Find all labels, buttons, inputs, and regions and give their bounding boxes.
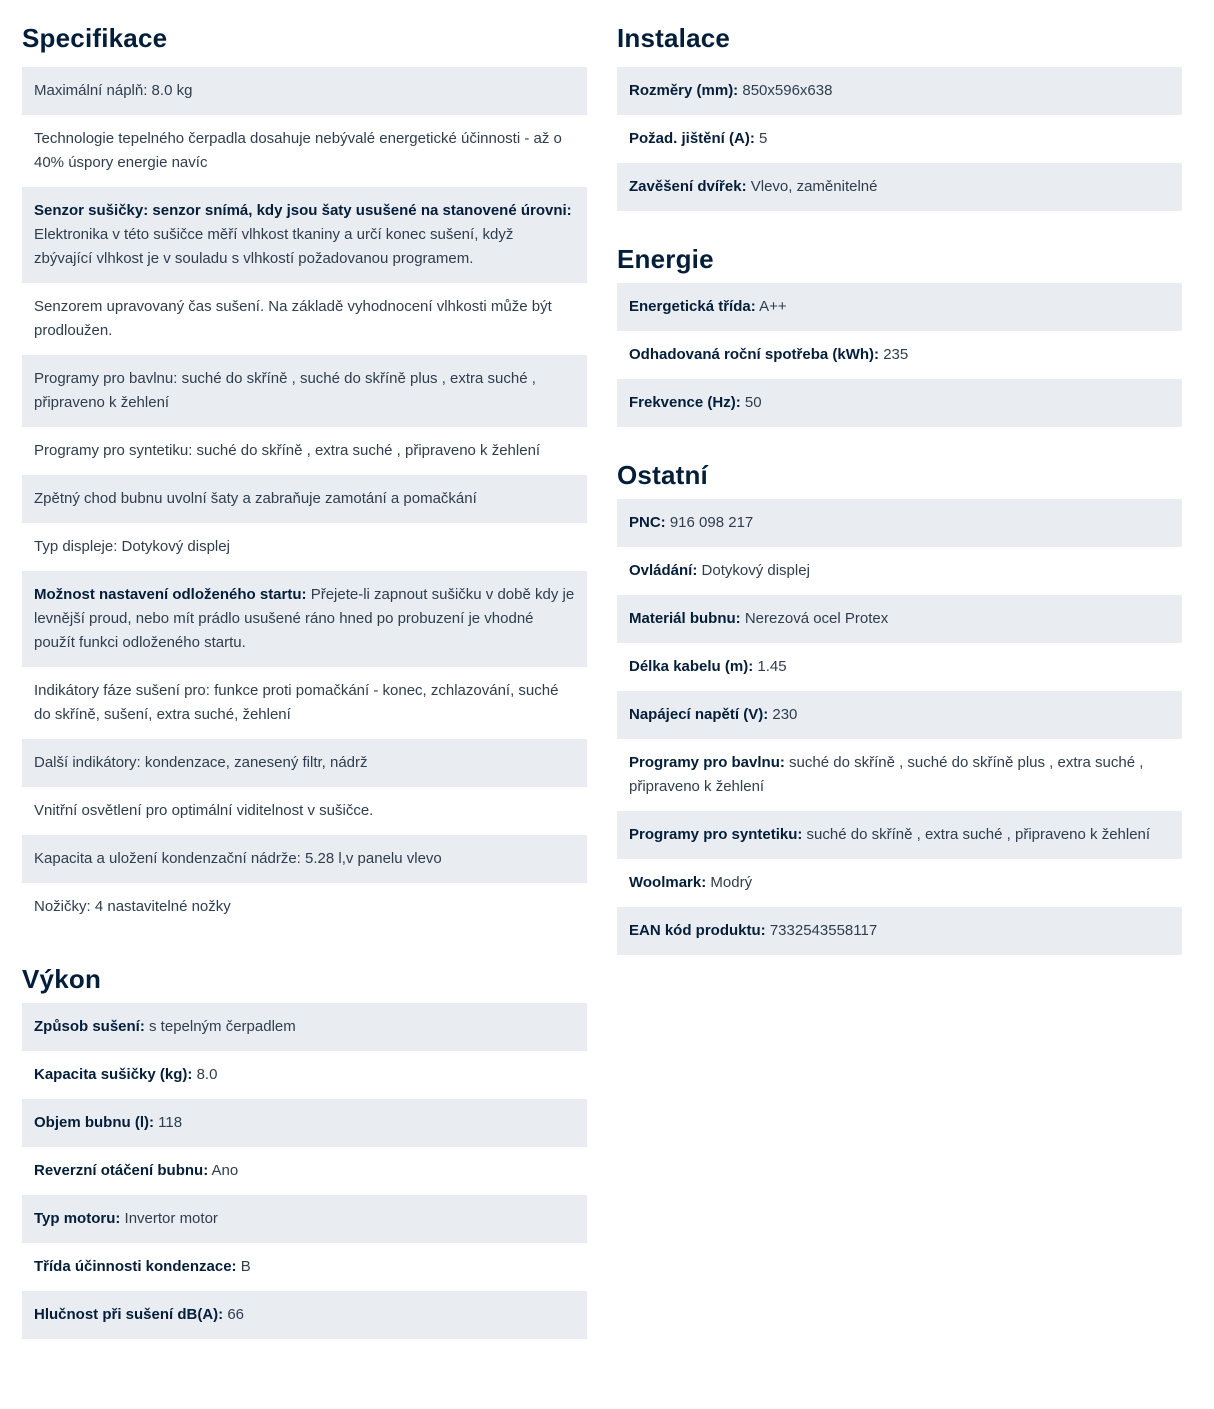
right-column <box>617 0 1182 955</box>
spec-label: Senzor sušičky: senzor snímá, kdy jsou šaty usušené na stanovené úrovni: <box>34 202 572 219</box>
spec-label: Materiál bubnu: <box>629 610 741 627</box>
section-title-energie: Energie <box>617 244 714 274</box>
spec-row <box>22 835 587 883</box>
spec-label: Typ motoru: <box>34 1210 121 1227</box>
spec-value: s tepelným čerpadlem <box>149 1018 296 1035</box>
spec-row <box>617 331 1182 379</box>
spec-value: Nerezová ocel Protex <box>744 610 889 627</box>
spec-label: Objem bubnu (l): <box>34 1114 154 1131</box>
spec-row <box>617 115 1182 163</box>
spec-label: Třída účinnosti kondenzace: <box>34 1258 237 1275</box>
spec-list-specifikace <box>22 67 587 931</box>
spec-row <box>22 523 587 571</box>
spec-row <box>22 427 587 475</box>
spec-value: 50 <box>744 394 762 411</box>
spec-value: Indikátory fáze sušení pro: funkce proti pomačkání - konec, zchlazování, suché do skříně, sušení, extra suché, žehlení <box>34 682 559 723</box>
spec-value: 230 <box>772 706 798 723</box>
spec-value: B <box>240 1258 251 1275</box>
spec-row <box>22 475 587 523</box>
spec-row <box>22 115 587 187</box>
spec-value: Senzorem upravovaný čas sušení. Na základě vyhodnocení vlhkosti může být prodloužen. <box>34 298 552 339</box>
spec-row <box>617 907 1182 955</box>
spec-label: Délka kabelu (m): <box>629 658 754 675</box>
section-title-instalace: Instalace <box>617 23 731 53</box>
spec-label: Zavěšení dvířek: <box>629 178 747 195</box>
spec-list-instalace <box>617 67 1182 211</box>
spec-value: 118 <box>158 1114 183 1131</box>
spec-row <box>617 379 1182 427</box>
spec-row <box>22 1003 587 1051</box>
spec-label: Ovládání: <box>629 562 698 579</box>
spec-row <box>22 1195 587 1243</box>
spec-label: Způsob sušení: <box>34 1018 145 1035</box>
spec-row <box>617 859 1182 907</box>
spec-row <box>617 499 1182 547</box>
spec-row <box>22 571 587 667</box>
section-title-specifikace: Specifikace <box>22 23 168 53</box>
spec-label: Woolmark: <box>629 874 707 891</box>
spec-row <box>22 187 587 283</box>
spec-list-energie <box>617 283 1182 427</box>
spec-value: 1.45 <box>757 658 787 675</box>
spec-value: 7332543558117 <box>769 922 878 939</box>
spec-value: Další indikátory: kondenzace, zanesený filtr, nádrž <box>34 754 368 771</box>
spec-row <box>617 163 1182 211</box>
spec-label: Kapacita sušičky (kg): <box>34 1066 193 1083</box>
spec-row <box>22 739 587 787</box>
spec-row <box>22 667 587 739</box>
spec-row <box>22 1051 587 1099</box>
spec-value: Ano <box>211 1162 239 1179</box>
section-ostatni <box>617 427 1182 955</box>
spec-value: Elektronika v této sušičce měří vlhkost tkaniny a určí konec sušení, když zbývající vlhkost je v souladu s vlhkostí požadovanou programem. <box>34 226 514 267</box>
spec-label: Rozměry (mm): <box>629 82 739 99</box>
spec-label: Možnost nastavení odloženého startu: <box>34 586 307 603</box>
spec-value: Kapacita a uložení kondenzační nádrže: 5.28 l,v panelu vlevo <box>34 850 442 867</box>
spec-value: Programy pro syntetiku: suché do skříně , extra suché , připraveno k žehlení <box>34 442 541 459</box>
spec-value: Vnitřní osvětlení pro optimální viditelnost v sušičce. <box>34 802 374 819</box>
section-specifikace <box>22 0 587 931</box>
spec-row <box>22 283 587 355</box>
spec-label: Frekvence (Hz): <box>629 394 741 411</box>
spec-value: 66 <box>227 1306 245 1323</box>
section-energie <box>617 211 1182 427</box>
spec-list-ostatni <box>617 499 1182 955</box>
spec-row <box>617 811 1182 859</box>
spec-list-vykon <box>22 1003 587 1339</box>
spec-label: EAN kód produktu: <box>629 922 766 939</box>
section-vykon <box>22 931 587 1339</box>
spec-label: Energetická třída: <box>629 298 756 315</box>
spec-value: Přejete-li zapnout sušičku v době kdy je levnější proud, nebo mít prádlo usušené ráno hned po probuzení je vhodné použít funkci odloženého startu. <box>34 586 575 651</box>
spec-row <box>22 1147 587 1195</box>
spec-row <box>617 283 1182 331</box>
spec-label: Programy pro syntetiku: <box>629 826 803 843</box>
spec-value: 5 <box>759 130 768 147</box>
left-column <box>22 0 587 1339</box>
spec-value: Maximální náplň: 8.0 kg <box>34 82 193 99</box>
spec-value: Invertor motor <box>124 1210 218 1227</box>
spec-label: Odhadovaná roční spotřeba (kWh): <box>629 346 880 363</box>
spec-value: Dotykový displej <box>701 562 810 579</box>
spec-row <box>22 67 587 115</box>
spec-row <box>22 883 587 931</box>
spec-value: Nožičky: 4 nastavitelné nožky <box>34 898 231 915</box>
spec-value: Vlevo, zaměnitelné <box>750 178 878 195</box>
section-title-ostatni: Ostatní <box>617 460 708 490</box>
section-title-vykon: Výkon <box>22 964 102 994</box>
spec-value: Programy pro bavlnu: suché do skříně , suché do skříně plus , extra suché , připraveno k žehlení <box>34 370 536 411</box>
spec-row <box>617 595 1182 643</box>
spec-label: PNC: <box>629 514 666 531</box>
spec-row <box>617 643 1182 691</box>
spec-value: Typ displeje: Dotykový displej <box>34 538 230 555</box>
spec-value: 850x596x638 <box>742 82 833 99</box>
spec-value: Technologie tepelného čerpadla dosahuje nebývalé energetické účinnosti - až o 40% úspory energie navíc <box>34 130 562 171</box>
spec-row <box>22 1099 587 1147</box>
spec-value: suché do skříně , extra suché , připraveno k žehlení <box>806 826 1151 843</box>
spec-row <box>617 67 1182 115</box>
spec-value: 916 098 217 <box>669 514 754 531</box>
spec-row <box>617 739 1182 811</box>
spec-row <box>22 1243 587 1291</box>
spec-label: Hlučnost při sušení dB(A): <box>34 1306 224 1323</box>
spec-value: Zpětný chod bubnu uvolní šaty a zabraňuje zamotání a pomačkání <box>34 490 477 507</box>
spec-row <box>617 547 1182 595</box>
spec-value: 8.0 <box>196 1066 218 1083</box>
spec-value: 235 <box>883 346 909 363</box>
spec-row <box>617 691 1182 739</box>
spec-value: Modrý <box>710 874 753 891</box>
spec-label: Programy pro bavlnu: <box>629 754 785 771</box>
spec-label: Reverzní otáčení bubnu: <box>34 1162 209 1179</box>
spec-value: suché do skříně , suché do skříně plus , extra suché , připraveno k žehlení <box>629 754 1144 795</box>
section-instalace <box>617 0 1182 211</box>
spec-label: Požad. jištění (A): <box>629 130 755 147</box>
spec-label: Napájecí napětí (V): <box>629 706 769 723</box>
spec-row <box>22 787 587 835</box>
spec-row <box>22 1291 587 1339</box>
spec-value: A++ <box>759 298 787 315</box>
spec-row <box>22 355 587 427</box>
